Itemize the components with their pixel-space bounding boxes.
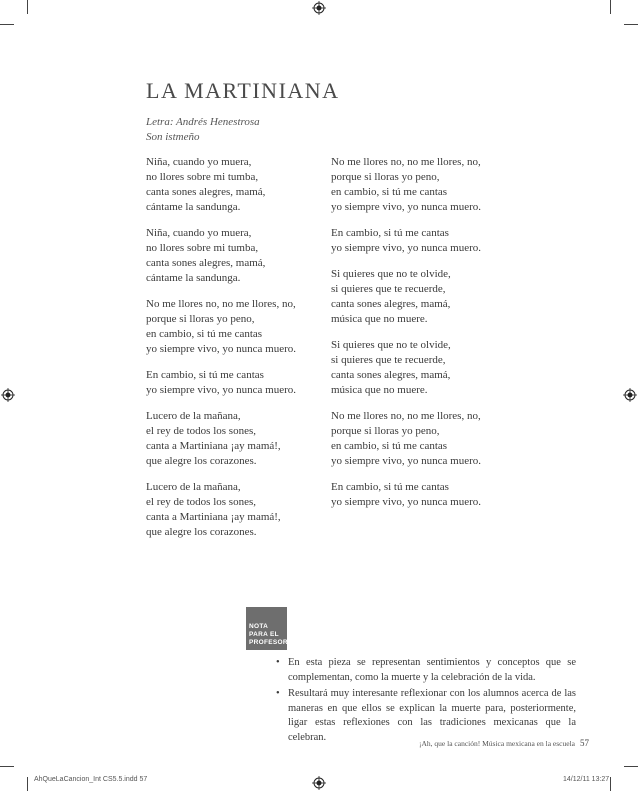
registration-mark-icon bbox=[623, 388, 637, 402]
lyric-line: yo siempre vivo, yo nunca muero. bbox=[331, 201, 481, 213]
lyric-line: Niña, cuando yo muera, bbox=[146, 227, 252, 239]
crop-mark bbox=[27, 0, 28, 14]
song-credits bbox=[146, 115, 260, 145]
lyric-line: música que no muere. bbox=[331, 384, 428, 396]
lyric-line: Si quieres que no te olvide, bbox=[331, 268, 451, 280]
crop-mark bbox=[27, 777, 28, 791]
stanza bbox=[146, 409, 336, 469]
crop-mark bbox=[610, 777, 611, 791]
crop-mark bbox=[0, 24, 14, 25]
stanza bbox=[146, 155, 336, 215]
lyric-line: porque si lloras yo peno, bbox=[331, 171, 440, 183]
stanza bbox=[146, 368, 336, 398]
lyric-line: el rey de todos los sones, bbox=[146, 425, 256, 437]
lyric-line: yo siempre vivo, yo nunca muero. bbox=[331, 242, 481, 254]
lyric-line: No me llores no, no me llores, no, bbox=[146, 298, 296, 310]
registration-mark-icon bbox=[1, 388, 15, 402]
stanza bbox=[331, 338, 521, 398]
lyric-line: No me llores no, no me llores, no, bbox=[331, 410, 481, 422]
page-number: 57 bbox=[580, 738, 589, 748]
stanza bbox=[331, 226, 521, 256]
lyric-line: si quieres que te recuerde, bbox=[331, 283, 446, 295]
slug-timestamp: 14/12/11 13:27 bbox=[563, 776, 610, 783]
teacher-note-badge bbox=[246, 607, 287, 650]
lyric-line: canta sones alegres, mamá, bbox=[331, 298, 451, 310]
lyric-line: yo siempre vivo, yo nunca muero. bbox=[331, 455, 481, 467]
stanza bbox=[331, 267, 521, 327]
lyric-line: canta a Martiniana ¡ay mamá!, bbox=[146, 440, 281, 452]
lyric-line: si quieres que te recuerde, bbox=[331, 354, 446, 366]
registration-mark-icon bbox=[312, 1, 326, 15]
lyric-line: yo siempre vivo, yo nunca muero. bbox=[331, 496, 481, 508]
lyric-line: canta sones alegres, mamá, bbox=[146, 257, 266, 269]
song-genre: Son istmeño bbox=[146, 131, 200, 143]
lyric-line: no llores sobre mi tumba, bbox=[146, 242, 259, 254]
teacher-note-item: • Resultará muy interesante reflexionar con los alumnos acerca de las maneras en que ellos se explican la muerte para, posteriormente, ligar estas reflexiones con las tradiciones mexicanas que la celebran. bbox=[276, 687, 576, 745]
crop-mark bbox=[0, 766, 14, 767]
stanza bbox=[146, 226, 336, 286]
lyric-line: no llores sobre mi tumba, bbox=[146, 171, 259, 183]
note-badge-line: PARA EL bbox=[249, 631, 279, 638]
crop-mark bbox=[624, 766, 638, 767]
lyric-line: yo siempre vivo, yo nunca muero. bbox=[146, 343, 296, 355]
registration-mark-icon bbox=[312, 776, 326, 790]
lyric-line: En cambio, si tú me cantas bbox=[146, 369, 264, 381]
lyric-line: porque si lloras yo peno, bbox=[331, 425, 440, 437]
teacher-note-list bbox=[276, 656, 576, 747]
lyric-line: Lucero de la mañana, bbox=[146, 481, 241, 493]
lyric-line: cántame la sandunga. bbox=[146, 201, 241, 213]
lyric-line: que alegre los corazones. bbox=[146, 526, 257, 538]
song-title: LA MARTINIANA bbox=[146, 78, 340, 103]
running-footer-title: ¡Ah, que la canción! Música mexicana en la escuela bbox=[419, 739, 575, 748]
lyrics-credit: Letra: Andrés Henestrosa bbox=[146, 116, 260, 128]
lyric-line: yo siempre vivo, yo nunca muero. bbox=[146, 384, 296, 396]
lyric-line: en cambio, si tú me cantas bbox=[331, 440, 448, 452]
lyric-line: No me llores no, no me llores, no, bbox=[331, 156, 481, 168]
slug-file-name: AhQueLaCancion_Int CS5.5.indd 57 bbox=[34, 776, 148, 783]
lyric-line: música que no muere. bbox=[331, 313, 428, 325]
stanza bbox=[331, 480, 521, 510]
crop-mark bbox=[624, 24, 638, 25]
lyric-line: el rey de todos los sones, bbox=[146, 496, 256, 508]
lyric-line: canta sones alegres, mamá, bbox=[331, 369, 451, 381]
stanza bbox=[331, 409, 521, 469]
note-badge-line: PROFESOR bbox=[249, 639, 288, 646]
stanza bbox=[331, 155, 521, 215]
lyric-line: En cambio, si tú me cantas bbox=[331, 481, 449, 493]
lyric-line: Niña, cuando yo muera, bbox=[146, 156, 252, 168]
lyric-line: canta sones alegres, mamá, bbox=[146, 186, 266, 198]
lyrics-column-left bbox=[146, 155, 336, 551]
lyric-line: canta a Martiniana ¡ay mamá!, bbox=[146, 511, 281, 523]
lyric-line: en cambio, si tú me cantas bbox=[331, 186, 448, 198]
lyric-line: en cambio, si tú me cantas bbox=[146, 328, 263, 340]
lyric-line: Si quieres que no te olvide, bbox=[331, 339, 451, 351]
lyrics-column-right bbox=[331, 155, 521, 521]
crop-mark bbox=[610, 0, 611, 14]
lyric-line: que alegre los corazones. bbox=[146, 455, 257, 467]
stanza bbox=[146, 480, 336, 540]
lyric-line: cántame la sandunga. bbox=[146, 272, 241, 284]
stanza bbox=[146, 297, 336, 357]
lyric-line: porque si lloras yo peno, bbox=[146, 313, 255, 325]
note-badge-line: NOTA bbox=[249, 623, 269, 630]
lyric-line: En cambio, si tú me cantas bbox=[331, 227, 449, 239]
lyric-line: Lucero de la mañana, bbox=[146, 410, 241, 422]
teacher-note-item: • En esta pieza se representan sentimientos y conceptos que se complementan, como la muerte y la celebración de la vida. bbox=[276, 656, 576, 685]
